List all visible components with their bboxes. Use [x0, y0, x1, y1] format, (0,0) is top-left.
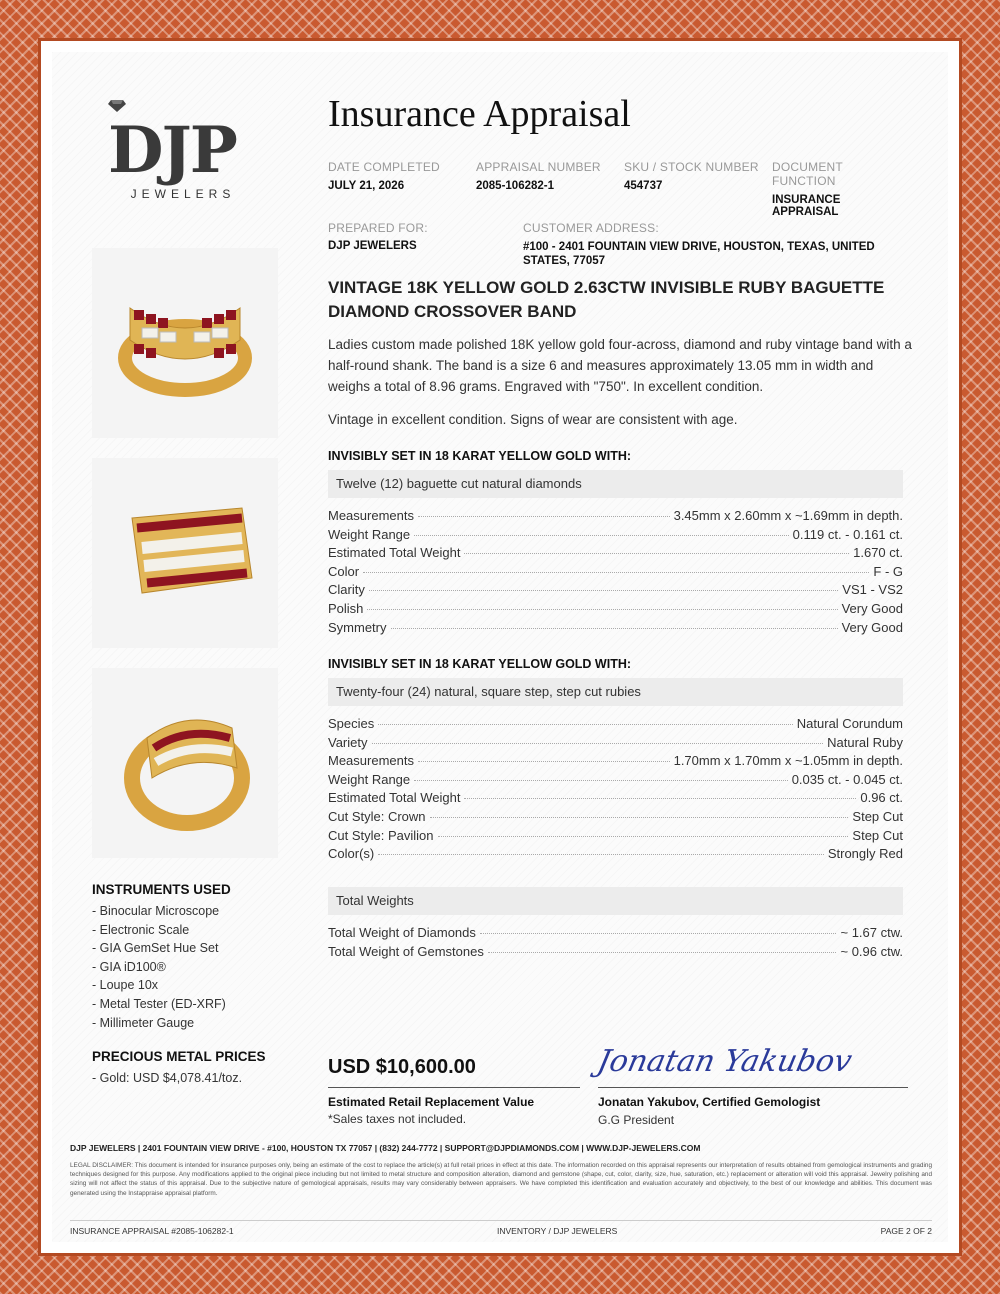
meta-value: 2085-106282-1	[476, 180, 555, 192]
meta-label: DATE COMPLETED	[328, 160, 440, 174]
spec-key: Symmetry	[328, 619, 387, 635]
footer-right: PAGE 2 OF 2	[880, 1226, 932, 1236]
list-item: - Gold: USD $4,078.41/toz.	[92, 1071, 243, 1085]
spec-value: Very Good	[841, 600, 903, 616]
diamonds-table	[328, 508, 903, 638]
signer-name: Jonatan Yakubov, Certified Gemologist	[598, 1095, 821, 1109]
spec-value: ~ 1.67 ctw.	[840, 925, 903, 940]
spec-value: 1.670 ct.	[853, 545, 903, 561]
spec-row	[328, 925, 903, 944]
page-footer	[70, 1226, 932, 1236]
spec-row	[328, 564, 903, 583]
valuation-amount: USD $10,600.00	[328, 1056, 476, 1078]
spec-key: Species	[328, 716, 375, 731]
spec-value: 3.45mm x 2.60mm x ~1.69mm in depth.	[673, 508, 903, 523]
rubies-heading: INVISIBLY SET IN 18 KARAT YELLOW GOLD WITH:	[328, 657, 632, 671]
spec-row	[328, 944, 903, 963]
meta-function	[772, 160, 908, 218]
spec-row	[328, 753, 903, 772]
product-condition: Vintage in excellent condition. Signs of wear are consistent with age.	[328, 412, 738, 427]
logo-subtitle: JEWELERS	[130, 187, 236, 201]
spec-value: VS1 - VS2	[842, 582, 903, 598]
legal-disclaimer: LEGAL DISCLAIMER: This document is intended for insurance purposes only, being an estimate of the cost to replace the article(s) at full retail prices in effect at this date. The information recorded on this appraisal represents our interpretation of results obtained from gemological instruments and grading techniques designed for this purpose. Any modifications applied to the original piece including but not limited to metal structure and composition alteration, diamond and gemstone (shape, cut, color, clarity, size, hue, saturation, etc.) replacement or alteration will void this appraisal. Jewelry polishing and sizing will not affect the status of this appraisal. Due to the subjective nature of gemological appraisals, results may vary considerably between appraisers. We have completed this identification and evaluation accurately and objectively, to the best of our knowledge and abilities. This document was generated using the Instappraise appraisal platform.	[70, 1162, 932, 1197]
page-title: Insurance Appraisal	[328, 93, 631, 135]
spec-row	[328, 809, 903, 828]
footer-rule	[70, 1220, 932, 1221]
meta-label: APPRAISAL NUMBER	[476, 160, 601, 174]
meta-sku	[624, 160, 759, 192]
spec-key: Variety	[328, 734, 368, 750]
spec-row	[328, 601, 903, 620]
address-label: CUSTOMER ADDRESS:	[523, 221, 659, 235]
spec-row	[328, 846, 903, 865]
spec-value: 0.119 ct. - 0.161 ct.	[792, 526, 903, 542]
spec-row	[328, 716, 903, 735]
diamonds-band: Twelve (12) baguette cut natural diamonds	[328, 470, 903, 498]
list-item: - Millimeter Gauge	[92, 1015, 195, 1030]
totals-table	[328, 925, 903, 962]
metal-prices-heading: PRECIOUS METAL PRICES	[92, 1049, 266, 1064]
spec-row	[328, 828, 903, 847]
spec-value: ~ 0.96 ctw.	[840, 943, 903, 959]
prepared-for	[328, 221, 428, 252]
spec-value: 1.70mm x 1.70mm x ~1.05mm in depth.	[673, 753, 903, 769]
prepared-for-label: PREPARED FOR:	[328, 221, 428, 235]
spec-key: Color	[328, 563, 360, 579]
meta-label: SKU / STOCK NUMBER	[624, 160, 759, 174]
list-item: - Electronic Scale	[92, 922, 190, 937]
spec-row	[328, 582, 903, 601]
spec-key: Weight Range	[328, 526, 411, 542]
spec-key: Total Weight of Diamonds	[328, 925, 476, 940]
product-description: Ladies custom made polished 18K yellow gold four-across, diamond and ruby vintage band with a half-round shank. The band is a size 6 and measures approximately 13.05 mm in width and weighs a total of 8.96 grams. Engraved with "750". In excellent condition.	[328, 337, 912, 394]
diamonds-heading: INVISIBLY SET IN 18 KARAT YELLOW GOLD WITH:	[328, 449, 632, 463]
rubies-band: Twenty-four (24) natural, square step, step cut rubies	[328, 678, 903, 706]
signature-rule	[598, 1087, 908, 1088]
spec-key: Total Weight of Gemstones	[328, 943, 484, 959]
signer-title: G.G President	[598, 1113, 675, 1127]
spec-value: Step Cut	[852, 808, 903, 824]
spec-key: Cut Style: Crown	[328, 808, 426, 824]
meta-value: 454737	[624, 180, 663, 192]
valuation-label: Estimated Retail Replacement Value	[328, 1095, 535, 1109]
spec-value: Natural Corundum	[796, 716, 903, 731]
rubies-table	[328, 716, 903, 865]
djp-logo	[108, 100, 258, 210]
contact-line: DJP JEWELERS | 2401 FOUNTAIN VIEW DRIVE - #100, HOUSTON TX 77057 | (832) 244-7772 | SUPPORT@DJPDIAMONDS.COM | WWW.DJP-JEWELERS.COM	[70, 1143, 701, 1153]
meta-value: INSURANCE APPRAISAL	[772, 194, 841, 218]
meta-date	[328, 160, 440, 192]
spec-key: Estimated Total Weight	[328, 790, 461, 806]
customer-address	[523, 221, 903, 268]
spec-row	[328, 545, 903, 564]
spec-row	[328, 790, 903, 809]
meta-appraisal-number	[476, 160, 601, 192]
footer-center: INVENTORY / DJP JEWELERS	[497, 1226, 618, 1236]
valuation-note: *Sales taxes not included.	[328, 1112, 467, 1126]
meta-value: JULY 21, 2026	[328, 180, 405, 192]
prepared-for-value: DJP JEWELERS	[328, 240, 417, 252]
meta-label: DOCUMENT FUNCTION	[772, 160, 843, 188]
spec-key: Measurements	[328, 508, 414, 523]
diamond-icon	[108, 100, 126, 112]
spec-row	[328, 735, 903, 754]
list-item: - GIA iD100®	[92, 959, 166, 974]
spec-row	[328, 527, 903, 546]
spec-row	[328, 508, 903, 527]
product-title: VINTAGE 18K YELLOW GOLD 2.63CTW INVISIBLE RUBY BAGUETTE DIAMOND CROSSOVER BAND	[328, 278, 885, 321]
spec-key: Weight Range	[328, 771, 411, 787]
instruments-list	[92, 902, 226, 1032]
metal-prices-list	[92, 1069, 242, 1088]
signature-script: Jonatan Yakubov	[594, 1044, 855, 1079]
ring-photo-bottom	[92, 668, 278, 858]
valuation-rule	[328, 1087, 580, 1088]
spec-key: Estimated Total Weight	[328, 545, 461, 561]
list-item: - Metal Tester (ED-XRF)	[92, 996, 226, 1011]
spec-value: F - G	[873, 563, 903, 579]
list-item: - Loupe 10x	[92, 978, 159, 993]
spec-key: Polish	[328, 600, 364, 616]
ring-photo-middle	[92, 458, 278, 648]
list-item: - GIA GemSet Hue Set	[92, 941, 219, 956]
spec-value: Strongly Red	[827, 846, 903, 862]
footer-left: INSURANCE APPRAISAL #2085-106282-1	[70, 1226, 234, 1236]
logo-text: DJP	[108, 113, 236, 188]
spec-key: Clarity	[328, 582, 365, 598]
meta-row	[328, 160, 908, 218]
totals-band: Total Weights	[328, 887, 903, 915]
spec-key: Cut Style: Pavilion	[328, 827, 434, 843]
ring-photo-top	[92, 248, 278, 438]
spec-value: 0.96 ct.	[860, 790, 903, 806]
spec-value: Natural Ruby	[827, 734, 903, 750]
spec-value: 0.035 ct. - 0.045 ct.	[791, 771, 903, 787]
spec-value: Very Good	[841, 619, 903, 635]
spec-key: Measurements	[328, 753, 414, 769]
instruments-heading: INSTRUMENTS USED	[92, 882, 231, 897]
list-item: - Binocular Microscope	[92, 904, 220, 918]
address-value: #100 - 2401 FOUNTAIN VIEW DRIVE, HOUSTON, TEXAS, UNITED STATES, 77057	[523, 241, 875, 267]
spec-row	[328, 620, 903, 639]
spec-row	[328, 772, 903, 791]
spec-key: Color(s)	[328, 846, 375, 862]
spec-value: Step Cut	[852, 827, 903, 843]
